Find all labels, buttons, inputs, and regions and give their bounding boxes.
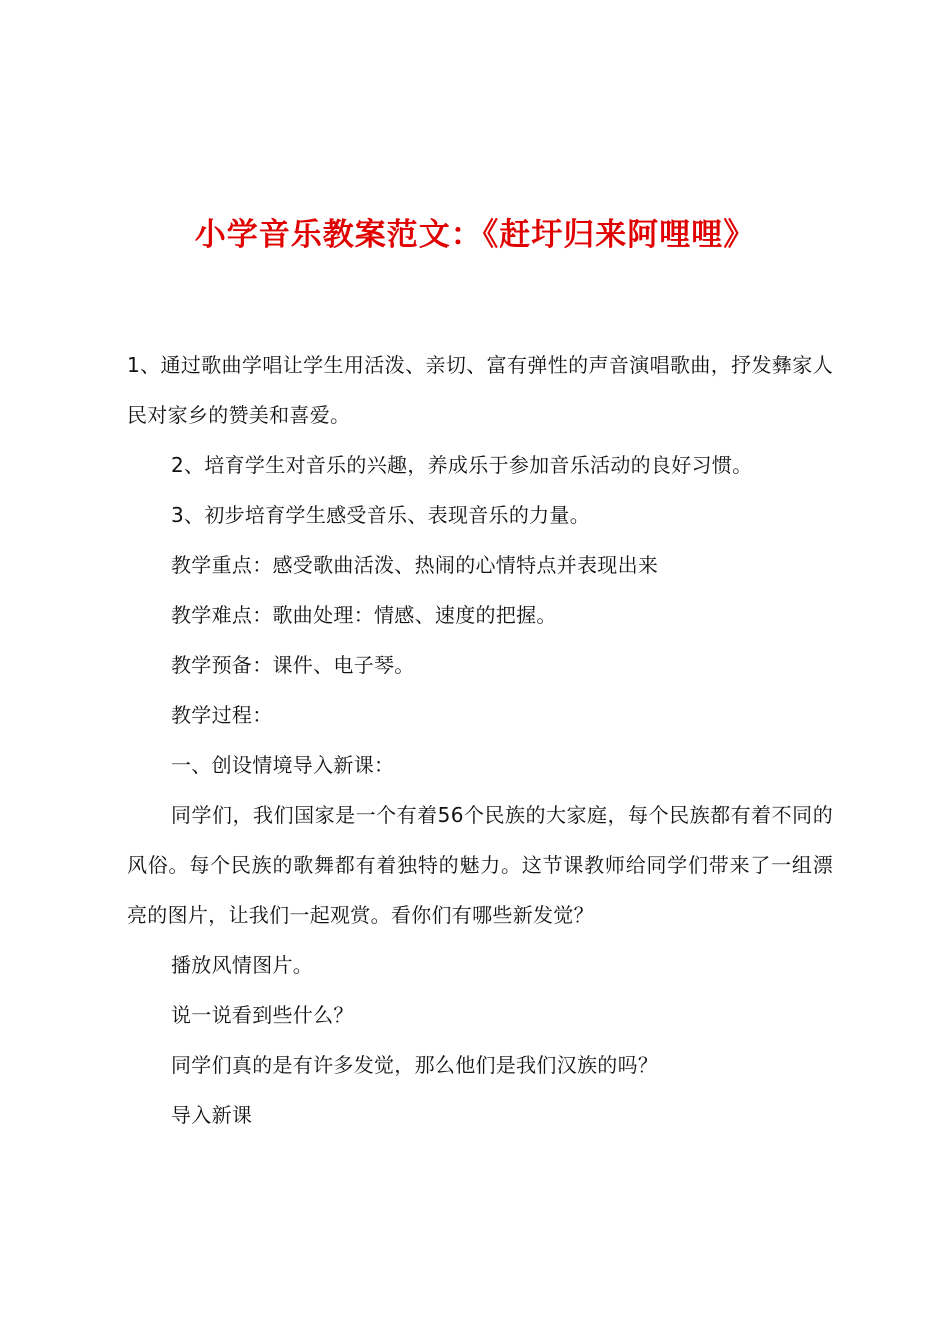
document-title: 小学音乐教案范文：《赶圩归来阿哩哩》 <box>194 217 756 253</box>
paragraph-introduction: 同学们，我们国家是一个有着56个民族的大家庭，每个民族都有着不同的风俗。每个民族的歌舞都有着独特的魅力。这节课教师给同学们带来了一组漂亮的图片，让我们一起观赏。看你们有哪些新发觉？ <box>127 803 833 927</box>
paragraph-question: 同学们真的是有许多发觉，那么他们是我们汉族的吗？ <box>171 1053 659 1077</box>
paragraph-difficulty: 教学难点：歌曲处理：情感、速度的把握。 <box>171 603 557 627</box>
paragraph-preparation: 教学预备：课件、电子琴。 <box>171 653 415 677</box>
paragraph-objective-2: 2、培育学生对音乐的兴趣，养成乐于参加音乐活动的良好习惯。 <box>171 453 753 477</box>
paragraph-new-lesson: 导入新课 <box>171 1103 253 1127</box>
paragraph-key-point: 教学重点：感受歌曲活泼、热闹的心情特点并表现出来 <box>171 553 659 577</box>
paragraph-process-heading: 教学过程： <box>171 703 273 727</box>
document-body <box>127 340 833 1140</box>
paragraph-objective-1: 1、通过歌曲学唱让学生用活泼、亲切、富有弹性的声音演唱歌曲，抒发彝家人民对家乡的赞美和喜爱。 <box>127 353 833 427</box>
paragraph-discussion: 说一说看到些什么？ <box>171 1003 354 1027</box>
paragraph-objective-3: 3、初步培育学生感受音乐、表现音乐的力量。 <box>171 503 591 527</box>
paragraph-play-pictures: 播放风情图片。 <box>171 953 314 977</box>
paragraph-section-1-heading: 一、创设情境导入新课： <box>171 753 395 777</box>
